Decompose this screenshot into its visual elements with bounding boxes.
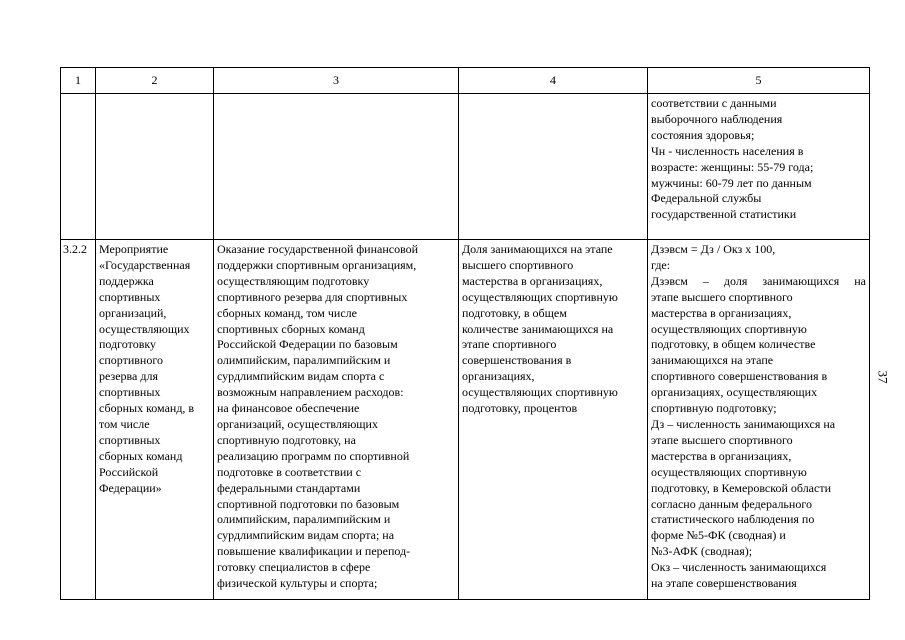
text-line: поддержки спортивным организациям, bbox=[217, 257, 417, 272]
text-line: мастерства в организациях, bbox=[651, 448, 792, 463]
text-line: Федерации» bbox=[99, 480, 162, 495]
text-line: этапе высшего спортивного bbox=[651, 432, 793, 447]
text-line: Окз – численность занимающихся bbox=[651, 560, 827, 575]
row-number: 3.2.2 bbox=[61, 240, 96, 600]
text-line: осуществляющих спортивную bbox=[651, 321, 807, 336]
header-cell-4: 4 bbox=[459, 68, 648, 94]
text-line: том числе bbox=[99, 416, 150, 431]
text-line: Оказание государственной финансовой bbox=[217, 242, 419, 256]
text-line: спортивных bbox=[99, 385, 161, 400]
header-cell-3: 3 bbox=[214, 68, 459, 94]
text-line: форме №5-ФК (сводная) и bbox=[651, 528, 786, 543]
indicator-cell bbox=[459, 240, 648, 600]
text-line: где: bbox=[651, 257, 671, 272]
text-line: организациях, осуществляющих bbox=[651, 385, 818, 400]
text-line: осуществляющим подготовку bbox=[217, 273, 370, 288]
text-line: спортивную подготовку; bbox=[651, 401, 777, 416]
text-line: реализацию программ по спортивной bbox=[217, 448, 410, 463]
text-line: Мероприятие bbox=[99, 242, 169, 256]
text-line: спортивных bbox=[99, 432, 161, 447]
measure-name-cell bbox=[96, 240, 214, 600]
table-row bbox=[61, 94, 870, 240]
text-line: №3-АФК (сводная); bbox=[651, 544, 753, 559]
text-line: сборных команд bbox=[99, 448, 183, 463]
text-line: состояния здоровья; bbox=[651, 127, 755, 142]
text-line: количестве занимающихся на bbox=[462, 321, 614, 336]
text-line: физической культуры и спорта; bbox=[217, 576, 378, 591]
text-line: подготовку bbox=[99, 337, 157, 352]
text-line: подготовку, в общем количестве bbox=[651, 337, 816, 352]
text-line: подготовке в соответствии с bbox=[217, 464, 362, 479]
text-line: организаций, bbox=[99, 305, 167, 320]
text-line: мастерства в организациях, bbox=[651, 305, 792, 320]
text-line: подготовку, в общем bbox=[462, 305, 567, 320]
measures-table bbox=[60, 67, 870, 600]
text-line: Российской bbox=[99, 464, 159, 479]
text-line: статистического наблюдения по bbox=[651, 512, 815, 527]
text-line: сурдлимпийским видам спорта; на bbox=[217, 528, 395, 543]
text-line: мастерства в организациях, bbox=[462, 273, 603, 288]
text-line: «Государственная bbox=[99, 257, 191, 272]
text-line: осуществляющих спортивную bbox=[651, 464, 807, 479]
text-line: организациях, bbox=[462, 369, 535, 384]
text-line: Федеральной службы bbox=[651, 191, 762, 206]
text-line: спортивного bbox=[99, 353, 163, 368]
text-line: высшего спортивного bbox=[462, 257, 574, 272]
header-cell-2: 2 bbox=[96, 68, 214, 94]
text-line: Дзэвсм – доля занимающихся на bbox=[651, 273, 866, 288]
text-line: подготовку, процентов bbox=[462, 401, 578, 416]
text-line: резерва для bbox=[99, 369, 158, 384]
header-cell-5: 5 bbox=[648, 68, 870, 94]
text-line: выборочного наблюдения bbox=[651, 111, 783, 126]
text-line: готовку специалистов в сфере bbox=[217, 560, 371, 575]
text-line: на финансовое обеспечение bbox=[217, 401, 360, 416]
text-line: этапе высшего спортивного bbox=[651, 289, 793, 304]
text-line: Дз – численность занимающихся на bbox=[651, 416, 836, 431]
text-line: сборных команд, том числе bbox=[217, 305, 357, 320]
text-line: повышение квалификации и перепод- bbox=[217, 544, 411, 559]
text-line: Чн - численность населения в bbox=[651, 143, 804, 158]
text-line: сурдлимпийским видам спорта с bbox=[217, 369, 385, 384]
text-line: спортивной подготовки по базовым bbox=[217, 496, 400, 511]
page-number: 37 bbox=[875, 370, 891, 384]
text-line: совершенствования в bbox=[462, 353, 572, 368]
text-line: спортивных bbox=[99, 289, 161, 304]
text-line: спортивного совершенствования в bbox=[651, 369, 828, 384]
text-line: занимающихся на этапе bbox=[651, 353, 774, 368]
measure-description-cell bbox=[214, 240, 459, 600]
header-cell-1: 1 bbox=[61, 68, 96, 94]
row1-cell-2 bbox=[96, 94, 214, 240]
text-line: олимпийским, паралимпийским и bbox=[217, 512, 391, 527]
text-line: организаций, осуществляющих bbox=[217, 416, 378, 431]
text-line: мужчины: 60-79 лет по данным bbox=[651, 175, 812, 190]
row1-cell-4 bbox=[459, 94, 648, 240]
text-line: возрасте: женщины: 55-79 года; bbox=[651, 159, 814, 174]
row1-cell-5 bbox=[648, 94, 870, 240]
text-line: спортивную подготовку, на bbox=[217, 432, 356, 447]
text-line: Доля занимающихся на этапе bbox=[462, 242, 613, 256]
text-line: спортивных сборных команд bbox=[217, 321, 365, 336]
text-line: на этапе совершенствования bbox=[651, 576, 797, 591]
row1-cell-1 bbox=[61, 94, 96, 240]
text-line: государственной статистики bbox=[651, 207, 797, 222]
text-line: поддержка bbox=[99, 273, 154, 288]
text-line: сборных команд, в bbox=[99, 401, 195, 416]
text-line: Российской Федерации по базовым bbox=[217, 337, 398, 352]
text-line: Дзэвсм = Дз / Окз х 100, bbox=[651, 242, 776, 256]
text-line: согласно данным федерального bbox=[651, 496, 812, 511]
text-line: осуществляющих bbox=[99, 321, 190, 336]
text-line: олимпийским, паралимпийским и bbox=[217, 353, 391, 368]
text-line: федеральными стандартами bbox=[217, 480, 361, 495]
text-line: осуществляющих спортивную bbox=[462, 385, 618, 400]
text-line: этапе спортивного bbox=[462, 337, 557, 352]
calculation-method-cell bbox=[648, 240, 870, 600]
text-line: спортивного резерва для спортивных bbox=[217, 289, 408, 304]
table-row bbox=[61, 240, 870, 600]
text-line: соответствии с данными bbox=[651, 96, 777, 110]
text-line: подготовку, в Кемеровской области bbox=[651, 480, 831, 495]
text-line: осуществляющих спортивную bbox=[462, 289, 618, 304]
row1-cell-3 bbox=[214, 94, 459, 240]
table-header-row bbox=[61, 68, 870, 94]
text-line: возможным направлением расходов: bbox=[217, 385, 404, 400]
